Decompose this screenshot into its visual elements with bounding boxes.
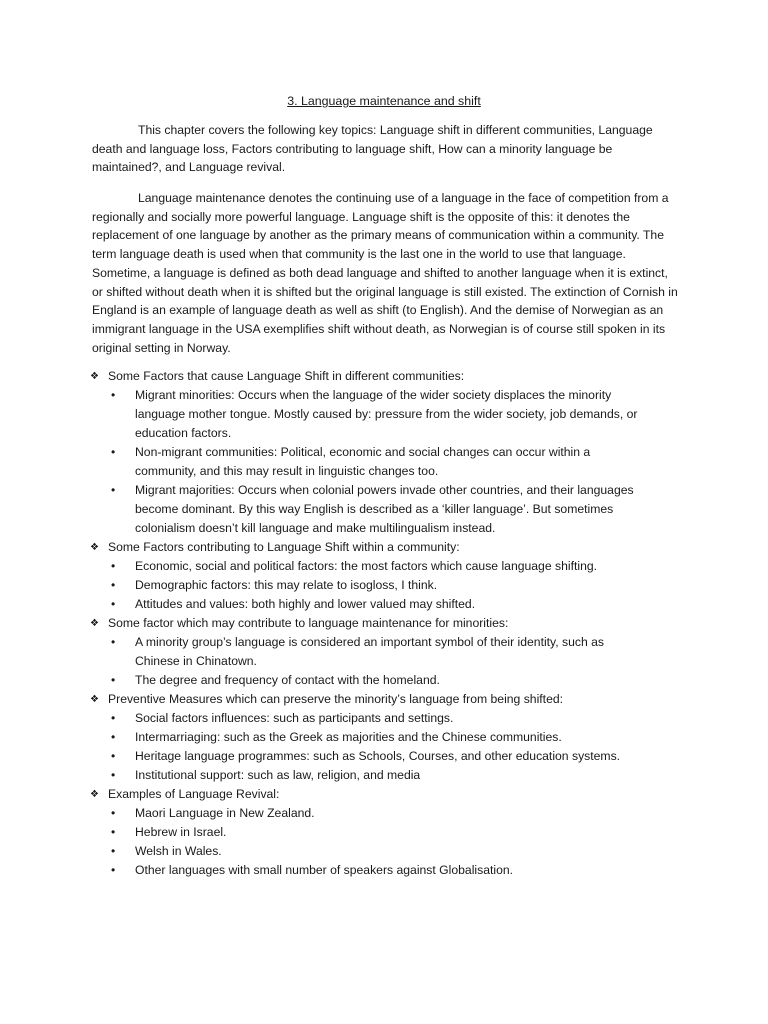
topic-list [88,367,688,880]
list-item: • Economic, social and political factors: the most factors which cause language shifting. [88,557,688,576]
bullet-dot-icon: • [111,445,116,459]
list-item: • Heritage language programmes: such as Schools, Courses, and other education systems. [88,747,688,766]
bullet-dot-icon: • [111,559,116,573]
intro-paragraph: This chapter covers the following key topics: Language shift in different communities, Language death and language loss, Factors contributing to language shift, How can a minority language be maintained?, and Language revival. [92,123,653,175]
bullet-dot-icon: • [111,578,116,592]
document-title: 3. Language maintenance and shift [287,94,481,108]
section-heading: Some factor which may contribute to language maintenance for minorities: [108,616,509,630]
list-item: • Migrant majorities: Occurs when colonial powers invade other countries, and their languages become dominant. By this way English is described as a ‘killer language’. But sometimes colonialism doesn’t kill language and make multilingualism instead. [111,483,634,535]
list-item: • Maori Language in New Zealand. [88,804,688,823]
bullet-dot-icon: • [111,597,116,611]
bullet-dot-icon: • [111,730,116,744]
list-item: • Social factors influences: such as participants and settings. [88,709,688,728]
list-item: • A minority group’s language is considered an important symbol of their identity, such as Chinese in Chinatown. [111,635,605,668]
diamond-bullet-icon: ❖ [90,371,99,382]
bullet-dot-icon: • [111,749,116,763]
list-item: • Attitudes and values: both highly and lower valued may shifted. [88,595,688,614]
list-item: • Migrant minorities: Occurs when the language of the wider society displaces the minority language mother tongue. Mostly caused by: pressure from the wider society, job demands, or education factors. [111,388,638,440]
section-preventive-measures [88,690,688,785]
list-item: • Hebrew in Israel. [88,823,688,842]
bullet-dot-icon: • [111,863,116,877]
list-item: • The degree and frequency of contact with the homeland. [88,671,688,690]
list-item: • Non-migrant communities: Political, economic and social changes can occur within a community, and this may result in linguistic changes too. [111,445,591,478]
section-revival-examples [88,785,688,880]
definition-paragraph: Language maintenance denotes the continuing use of a language in the face of competition from a regionally and socially more powerful language. Language shift is the opposite of this: it denotes the replacement of one language by another as the primary means of communication within a community. The term language death is used when that community is the last one in the world to use that language. Sometime, a language is defined as both dead language and shifted to another language when it is extinct, or shifted without death when it is shifted but the original language is still existed. The extinction of Cornish in England is an example of language death as well as shift (to English). And the demise of Norwegian as an immigrant language in the USA exemplifies shift without death, as Norwegian is of course still spoken in its original setting in Norway. [92,191,678,355]
bullet-dot-icon: • [111,844,116,858]
bullet-dot-icon: • [111,635,116,649]
bullet-dot-icon: • [111,806,116,820]
section-heading: Examples of Language Revival: [108,787,280,801]
list-item: • Welsh in Wales. [88,842,688,861]
diamond-bullet-icon: ❖ [90,618,99,629]
diamond-bullet-icon: ❖ [90,789,99,800]
list-item: • Demographic factors: this may relate to isogloss, I think. [88,576,688,595]
bullet-dot-icon: • [111,825,116,839]
bullet-dot-icon: • [111,388,116,402]
section-heading: Some Factors contributing to Language Shift within a community: [108,540,460,554]
section-maintenance-factors [88,614,688,690]
section-shift-causes [88,367,688,538]
bullet-dot-icon: • [111,483,116,497]
diamond-bullet-icon: ❖ [90,542,99,553]
section-heading: Some Factors that cause Language Shift in different communities: [108,369,465,383]
list-item: • Intermarriaging: such as the Greek as majorities and the Chinese communities. [88,728,688,747]
section-heading: Preventive Measures which can preserve the minority’s language from being shifted: [108,692,564,706]
bullet-dot-icon: • [111,768,116,782]
section-shift-factors [88,538,688,614]
list-item: • Institutional support: such as law, religion, and media [88,766,688,785]
list-item: • Other languages with small number of speakers against Globalisation. [88,861,688,880]
bullet-dot-icon: • [111,711,116,725]
bullet-dot-icon: • [111,673,116,687]
diamond-bullet-icon: ❖ [90,694,99,705]
